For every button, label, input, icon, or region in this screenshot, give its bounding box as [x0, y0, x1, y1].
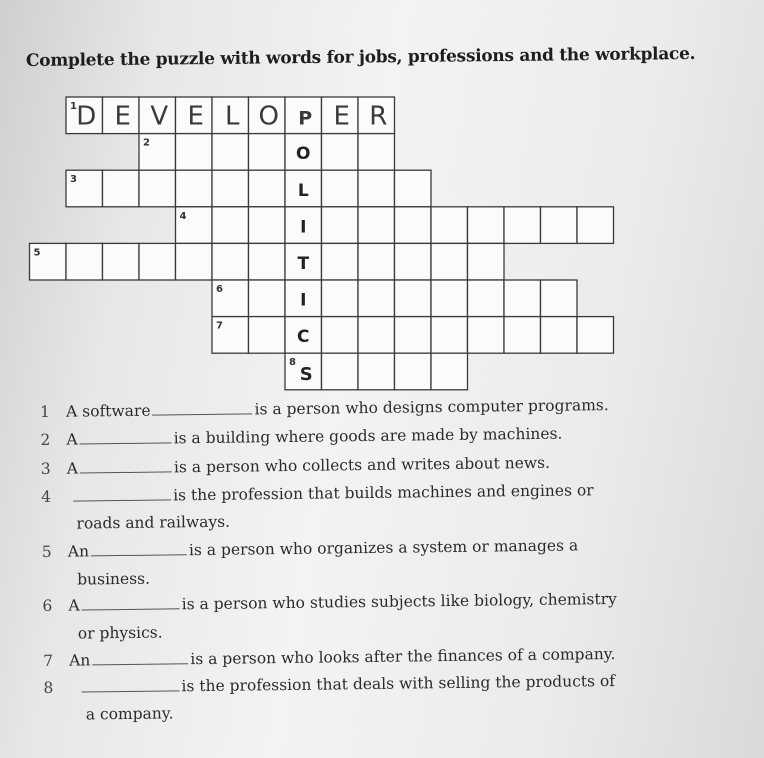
crossword-cell[interactable]	[395, 317, 432, 354]
row1-letter: E	[114, 101, 131, 132]
clue-3: 3 A is a person who collects and writes about news.	[40, 453, 551, 478]
crossword-cell[interactable]	[468, 243, 505, 280]
row1-letter: V	[150, 101, 169, 132]
crossword-cell[interactable]	[176, 170, 213, 207]
cell-number: 2	[143, 137, 150, 149]
instructions-title: Complete the puzzle with words for jobs, professions and the workplace.	[25, 43, 696, 71]
crossword-cell[interactable]	[322, 207, 359, 244]
clue-4: 4 is the profession that builds machines and engines or	[41, 481, 594, 506]
cell-number: 4	[179, 210, 187, 222]
crossword-cell[interactable]	[395, 353, 432, 390]
crossword-cell[interactable]	[358, 353, 395, 390]
answer-blank-4[interactable]	[73, 487, 171, 501]
cell-number: 8	[289, 357, 296, 369]
answer-blank-1[interactable]	[152, 401, 252, 415]
crossword-cell[interactable]	[249, 170, 286, 207]
crossword-cell[interactable]	[504, 317, 541, 354]
clue-7: 7 An is a person who looks after the finances of a company.	[43, 644, 616, 670]
clue-8: 8 is the profession that deals with selling the products of	[43, 671, 616, 697]
crossword-cell[interactable]	[176, 243, 213, 280]
clue-4-continued: roads and railways.	[76, 512, 231, 533]
clue-5-continued: business.	[77, 569, 151, 589]
row8-letter: S	[299, 363, 313, 385]
row1-letter: E	[187, 101, 204, 132]
column-letter: L	[297, 180, 309, 201]
cell-number: 3	[70, 174, 77, 186]
crossword-cell[interactable]	[504, 280, 541, 317]
crossword-cell[interactable]	[249, 207, 286, 244]
clue-6: 6 A is a person who studies subjects like biology, chemistry	[42, 589, 617, 615]
crossword-cell[interactable]	[358, 317, 395, 354]
crossword-cell[interactable]	[212, 207, 249, 244]
column-letter: C	[297, 327, 310, 348]
crossword-cell[interactable]	[249, 317, 286, 354]
crossword-cell[interactable]	[66, 243, 103, 280]
cell-number: 1	[70, 101, 77, 112]
cell-number: 5	[33, 247, 41, 259]
crossword-cell[interactable]	[249, 280, 286, 317]
crossword-cell[interactable]	[541, 317, 578, 354]
crossword-cell[interactable]	[468, 207, 505, 244]
crossword-cell[interactable]	[468, 317, 505, 354]
row1-letter: R	[369, 101, 388, 132]
crossword-cell[interactable]	[139, 170, 176, 207]
crossword-cell[interactable]	[212, 243, 249, 280]
crossword-cell[interactable]	[212, 170, 249, 207]
crossword-cell[interactable]	[431, 280, 468, 317]
crossword-cell[interactable]	[139, 243, 176, 280]
row1-letter: P	[298, 107, 313, 130]
crossword-cell[interactable]	[431, 243, 468, 280]
row1-letter: L	[225, 101, 240, 132]
crossword-cell[interactable]	[322, 353, 359, 390]
crossword-cell[interactable]	[322, 243, 359, 280]
column-letter: O	[296, 144, 311, 165]
crossword-cell[interactable]	[431, 317, 468, 354]
clue-2: 2 A is a building where goods are made by machines.	[40, 424, 563, 449]
crossword-cell[interactable]	[322, 317, 359, 354]
crossword-cell[interactable]	[395, 280, 432, 317]
crossword-cell[interactable]	[468, 280, 505, 317]
crossword-cell[interactable]	[358, 170, 395, 207]
cell-number: 6	[216, 284, 223, 295]
crossword-cell[interactable]	[541, 207, 578, 244]
crossword-cell[interactable]	[577, 207, 614, 244]
cell-number: 7	[216, 320, 223, 332]
answer-blank-5[interactable]	[91, 542, 187, 556]
row1-letter: E	[333, 101, 350, 132]
crossword-cell[interactable]	[176, 134, 213, 171]
crossword-cell[interactable]	[431, 353, 468, 390]
clue-1: 1 A software is a person who designs computer programs.	[40, 396, 609, 421]
clue-5: 5 An is a person who organizes a system or manages a	[41, 536, 579, 561]
crossword-cell[interactable]	[322, 280, 359, 317]
answer-blank-7[interactable]	[92, 651, 188, 665]
clue-6-continued: or physics.	[77, 623, 163, 643]
crossword-cell[interactable]	[103, 243, 140, 280]
crossword-cell[interactable]	[395, 243, 432, 280]
crossword-cell[interactable]	[577, 317, 614, 354]
clue-8-continued: a company.	[85, 704, 174, 724]
crossword-cell[interactable]	[249, 134, 286, 171]
row1-letter: D	[76, 101, 97, 132]
crossword-cell[interactable]	[358, 280, 395, 317]
crossword-cell[interactable]	[358, 243, 395, 280]
crossword-cell[interactable]	[504, 207, 541, 244]
crossword-cell[interactable]	[358, 207, 395, 244]
crossword-cell[interactable]	[358, 134, 395, 171]
crossword-cell[interactable]	[249, 243, 286, 280]
column-letter: I	[300, 217, 307, 238]
crossword-cell[interactable]	[212, 134, 249, 171]
crossword-cell[interactable]	[395, 170, 432, 207]
answer-blank-8[interactable]	[81, 678, 179, 692]
crossword-cell[interactable]	[395, 207, 432, 244]
crossword-cell[interactable]	[431, 207, 468, 244]
crossword-cell[interactable]	[322, 134, 359, 171]
column-letter: I	[300, 290, 307, 311]
crossword-cell[interactable]	[322, 170, 359, 207]
crossword-cell[interactable]	[541, 280, 578, 317]
row1-letter: O	[258, 101, 279, 132]
column-letter: T	[297, 254, 310, 274]
answer-blank-2[interactable]	[80, 430, 172, 444]
answer-blank-3[interactable]	[80, 459, 172, 473]
answer-blank-6[interactable]	[82, 596, 180, 610]
crossword-cell[interactable]	[103, 170, 140, 207]
